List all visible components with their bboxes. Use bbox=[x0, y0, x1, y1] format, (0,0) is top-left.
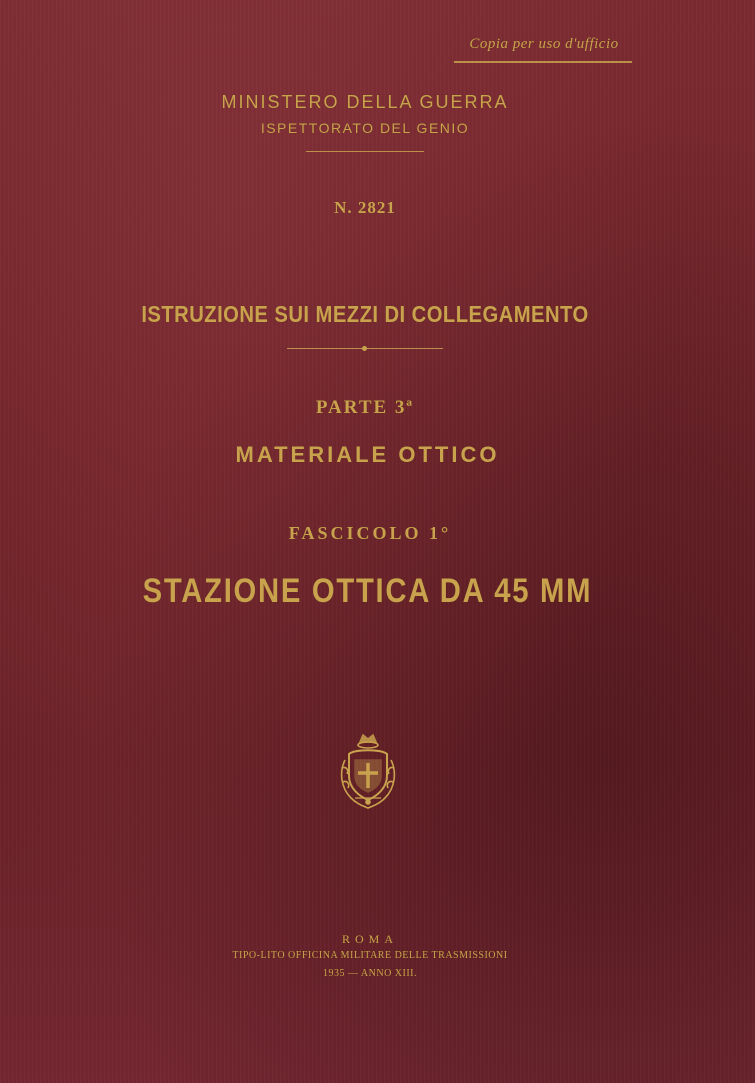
part-subject: MATERIALE OTTICO bbox=[235, 442, 500, 467]
publication-number: N. 2821 bbox=[334, 198, 396, 217]
ministry-heading: MINISTERO DELLA GUERRA bbox=[221, 92, 509, 112]
divider-ornament-dot bbox=[362, 346, 367, 351]
ornamental-divider-top bbox=[306, 151, 424, 152]
inspectorate-heading: ISPETTORATO DEL GENIO bbox=[260, 120, 470, 136]
imprint-year: 1935 — ANNO XIII. bbox=[322, 968, 418, 979]
main-title: STAZIONE OTTICA DA 45 MM bbox=[142, 572, 593, 610]
copy-note: Copia per uso d'ufficio bbox=[469, 36, 619, 52]
series-title: ISTRUZIONE SUI MEZZI DI COLLEGAMENTO bbox=[141, 301, 589, 327]
copy-note-underline bbox=[454, 61, 632, 63]
imprint-city: ROMA bbox=[341, 932, 398, 946]
royal-coat-of-arms-icon bbox=[337, 732, 399, 810]
booklet-label: FASCICOLO 1° bbox=[288, 523, 452, 543]
imprint-printer: TIPO-LITO OFFICINA MILITARE DELLE TRASMISSIONI bbox=[232, 950, 508, 961]
part-label: PARTE 3ª bbox=[315, 397, 415, 418]
